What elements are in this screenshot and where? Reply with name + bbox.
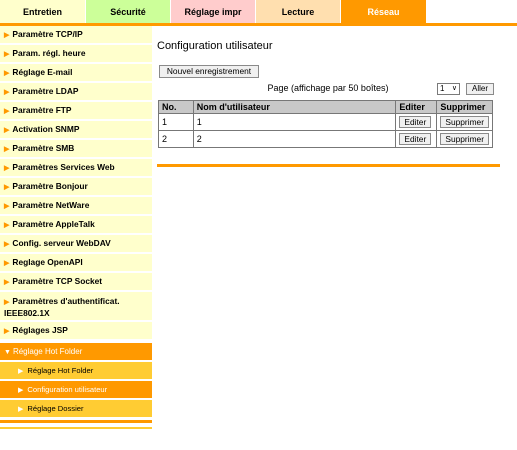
triangle-right-icon: ▶ [4, 241, 10, 248]
triangle-right-icon: ▶ [4, 32, 10, 39]
sidebar-item-label: Réglage E-mail [12, 67, 73, 77]
sidebar-item-label: Config. serveur WebDAV [12, 238, 111, 248]
sidebar-item-label: Réglages JSP [12, 325, 68, 335]
go-button[interactable]: Aller [466, 83, 494, 95]
page-select-value: 1 [440, 84, 445, 93]
cell-username: 2 [193, 131, 396, 148]
sidebar-item[interactable] [0, 292, 152, 320]
delete-button[interactable]: Supprimer [440, 133, 489, 145]
triangle-right-icon: ▶ [18, 406, 24, 413]
sidebar-subitem-label: Réglage Dossier [27, 404, 84, 413]
main-tab-bar [0, 0, 426, 24]
sidebar-item[interactable] [0, 26, 152, 43]
sidebar-item[interactable] [0, 64, 152, 81]
sidebar-item[interactable] [0, 45, 152, 62]
sidebar-subitem-hot-folder-settings[interactable] [0, 362, 152, 379]
sidebar-subitem-label: Configuration utilisateur [27, 385, 108, 394]
sidebar-item[interactable] [0, 102, 152, 119]
cell-delete [437, 131, 493, 148]
sidebar-item-label: Reglage OpenAPI [12, 257, 83, 267]
sidebar-item[interactable] [0, 140, 152, 157]
sidebar-bottom-line-light [0, 427, 152, 429]
triangle-down-icon: ▼ [4, 349, 11, 356]
col-header-delete: Supprimer [437, 101, 493, 114]
cell-edit [396, 114, 437, 131]
sidebar-item[interactable] [0, 273, 152, 290]
sidebar-item-label: Paramètre TCP Socket [12, 276, 103, 286]
triangle-right-icon: ▶ [4, 299, 10, 306]
sidebar-item[interactable] [0, 216, 152, 233]
sidebar-item-label: Paramètre AppleTalk [12, 219, 95, 229]
sidebar-item-label: Paramètre FTP [12, 105, 72, 115]
sidebar-item-label: Paramètre SMB [12, 143, 75, 153]
sidebar-item-label: Activation SNMP [12, 124, 80, 134]
triangle-right-icon: ▶ [4, 89, 10, 96]
sidebar-item-label: Paramètre TCP/IP [12, 29, 83, 39]
triangle-right-icon: ▶ [4, 328, 10, 335]
table-row [159, 114, 493, 131]
sidebar-item-label: Paramètres d'authentificat. IEEE802.1X [4, 296, 120, 318]
sidebar-item-label: Paramètres Services Web [12, 162, 115, 172]
chevron-down-icon: ∨ [451, 85, 457, 92]
edit-button[interactable]: Editer [399, 116, 431, 128]
sidebar-item[interactable] [0, 83, 152, 100]
table-row [159, 131, 493, 148]
triangle-right-icon: ▶ [4, 184, 10, 191]
sidebar-item[interactable] [0, 322, 152, 339]
content-bottom-line [157, 164, 500, 167]
sidebar-item-hot-folder[interactable] [0, 343, 152, 360]
sidebar-item[interactable] [0, 178, 152, 195]
cell-no: 2 [159, 131, 194, 148]
sidebar-item-label: Réglage Hot Folder [12, 347, 83, 356]
sidebar-bottom-line [0, 420, 152, 423]
col-header-username: Nom d'utilisateur [193, 101, 396, 114]
triangle-right-icon: ▶ [4, 51, 10, 58]
cell-edit [396, 131, 437, 148]
sidebar-subitem-label: Réglage Hot Folder [27, 366, 94, 375]
sidebar-item[interactable] [0, 254, 152, 271]
sidebar-menu [0, 26, 152, 339]
sidebar-item[interactable] [0, 121, 152, 138]
page-title: Configuration utilisateur [157, 40, 273, 52]
user-table [158, 100, 493, 148]
triangle-right-icon: ▶ [4, 279, 10, 286]
sidebar-subitem-folder-settings[interactable] [0, 400, 152, 417]
sidebar-item-label: Param. régl. heure [12, 48, 86, 58]
triangle-right-icon: ▶ [18, 368, 24, 375]
triangle-right-icon: ▶ [4, 165, 10, 172]
page-select[interactable] [437, 83, 460, 95]
delete-button[interactable]: Supprimer [440, 116, 489, 128]
new-registration-button[interactable]: Nouvel enregistrement [159, 65, 259, 78]
sidebar-item[interactable] [0, 159, 152, 176]
triangle-right-icon: ▶ [4, 108, 10, 115]
tab-lecture[interactable]: Lecture [256, 0, 341, 24]
tab-entretien[interactable]: Entretien [0, 0, 86, 24]
triangle-right-icon: ▶ [4, 127, 10, 134]
table-header-row [159, 101, 493, 114]
sidebar-subitem-user-config[interactable] [0, 381, 152, 398]
sidebar-item[interactable] [0, 235, 152, 252]
col-header-edit: Editer [396, 101, 437, 114]
triangle-right-icon: ▶ [4, 146, 10, 153]
triangle-right-icon: ▶ [4, 260, 10, 267]
tab-reglage-impr[interactable]: Réglage impr [171, 0, 256, 24]
cell-no: 1 [159, 114, 194, 131]
triangle-right-icon: ▶ [4, 70, 10, 77]
triangle-right-icon: ▶ [4, 222, 10, 229]
triangle-right-icon: ▶ [4, 203, 10, 210]
edit-button[interactable]: Editer [399, 133, 431, 145]
page-label: Page (affichage par 50 boîtes) [267, 83, 389, 93]
sidebar-item[interactable] [0, 197, 152, 214]
sidebar-item-label: Paramètre LDAP [12, 86, 79, 96]
sidebar [0, 26, 152, 429]
cell-delete [437, 114, 493, 131]
col-header-no: No. [159, 101, 194, 114]
sidebar-item-label: Paramètre Bonjour [12, 181, 88, 191]
sidebar-item-label: Paramètre NetWare [12, 200, 90, 210]
tab-reseau[interactable]: Réseau [341, 0, 426, 24]
cell-username: 1 [193, 114, 396, 131]
tab-securite[interactable]: Sécurité [86, 0, 171, 24]
triangle-right-icon: ▶ [18, 387, 24, 394]
